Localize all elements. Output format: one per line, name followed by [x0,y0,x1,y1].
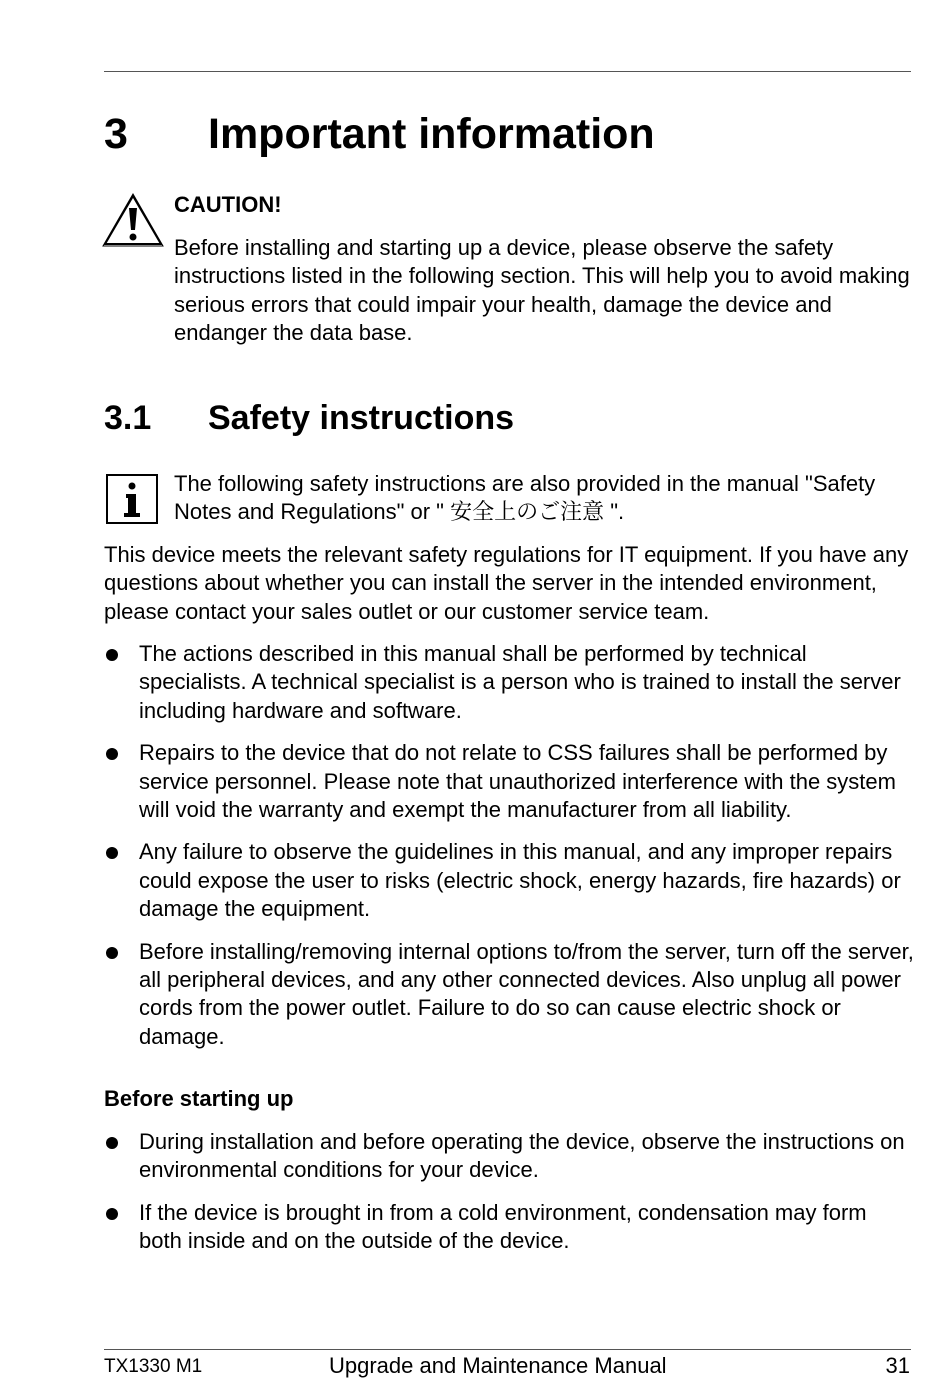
caution-warning-icon [101,192,165,250]
list-item [104,1199,914,1256]
section-number: 3.1 [104,399,152,437]
list-item [104,938,914,1052]
page-number: 31 [885,1353,910,1378]
bullet-icon [106,649,118,661]
caution-text: Before installing and starting up a device, please observe the safety instructions listed in the following section. This will help you to avoid making serious errors that could impair your health, damage the device and endanger the data base. [174,235,910,346]
bullet-text: The actions described in this manual shall be performed by technical specialists. A technical specialist is a person who is trained to install the server including hardware and software. [139,641,901,723]
bullet-icon [106,947,118,959]
chapter-number: 3 [104,110,128,158]
info-note-text: The following safety instructions are also provided in the manual "Safety Notes and Regulations" or " 安全上のご注意 ". [174,471,876,525]
list-item [104,640,914,725]
chapter-title: Important information [208,110,655,158]
bullet-text: During installation and before operating the device, observe the instructions on environmental conditions for your device. [139,1129,905,1183]
footer-model: TX1330 M1 [104,1356,203,1377]
bullet-icon [106,1208,118,1220]
bullet-text: Any failure to observe the guidelines in this manual, and any improper repairs could expose the user to risks (electric shock, energy hazards, fire hazards) or damage the equipment. [139,839,901,922]
bullet-text: Repairs to the device that do not relate to CSS failures shall be performed by service personnel. Please note that unauthorized interference with the system will void the warranty and exempt the manufacturer from all liability. [139,740,896,823]
list-item [104,838,914,923]
intro-paragraph: This device meets the relevant safety regulations for IT equipment. If you have any questions about whether you can install the server in the intended environment, please contact your sales outlet or our customer service team. [104,542,909,624]
footer-rule [104,1349,911,1350]
caution-title: CAUTION! [174,192,282,217]
footer-manual-title: Upgrade and Maintenance Manual [329,1353,667,1378]
bullet-text: Before installing/removing internal options to/from the server, turn off the server, all peripheral devices, and any other connected devices. Also unplug all power cords from the power outlet. Failure to do so can cause electric shock or damage. [139,938,914,1049]
before-starting-up-heading: Before starting up [104,1086,294,1111]
list-item [104,739,914,824]
bullet-text: If the device is brought in from a cold environment, condensation may form both inside and on the outside of the device. [139,1199,867,1254]
safety-bullet-list [104,640,914,1065]
header-rule [104,71,911,72]
info-icon [106,474,158,524]
bullet-icon [106,847,118,859]
bullet-icon [106,1137,118,1149]
section-title: Safety instructions [208,399,515,437]
bullet-icon [106,748,118,760]
before-starting-up-list [104,1128,914,1270]
list-item [104,1128,914,1185]
